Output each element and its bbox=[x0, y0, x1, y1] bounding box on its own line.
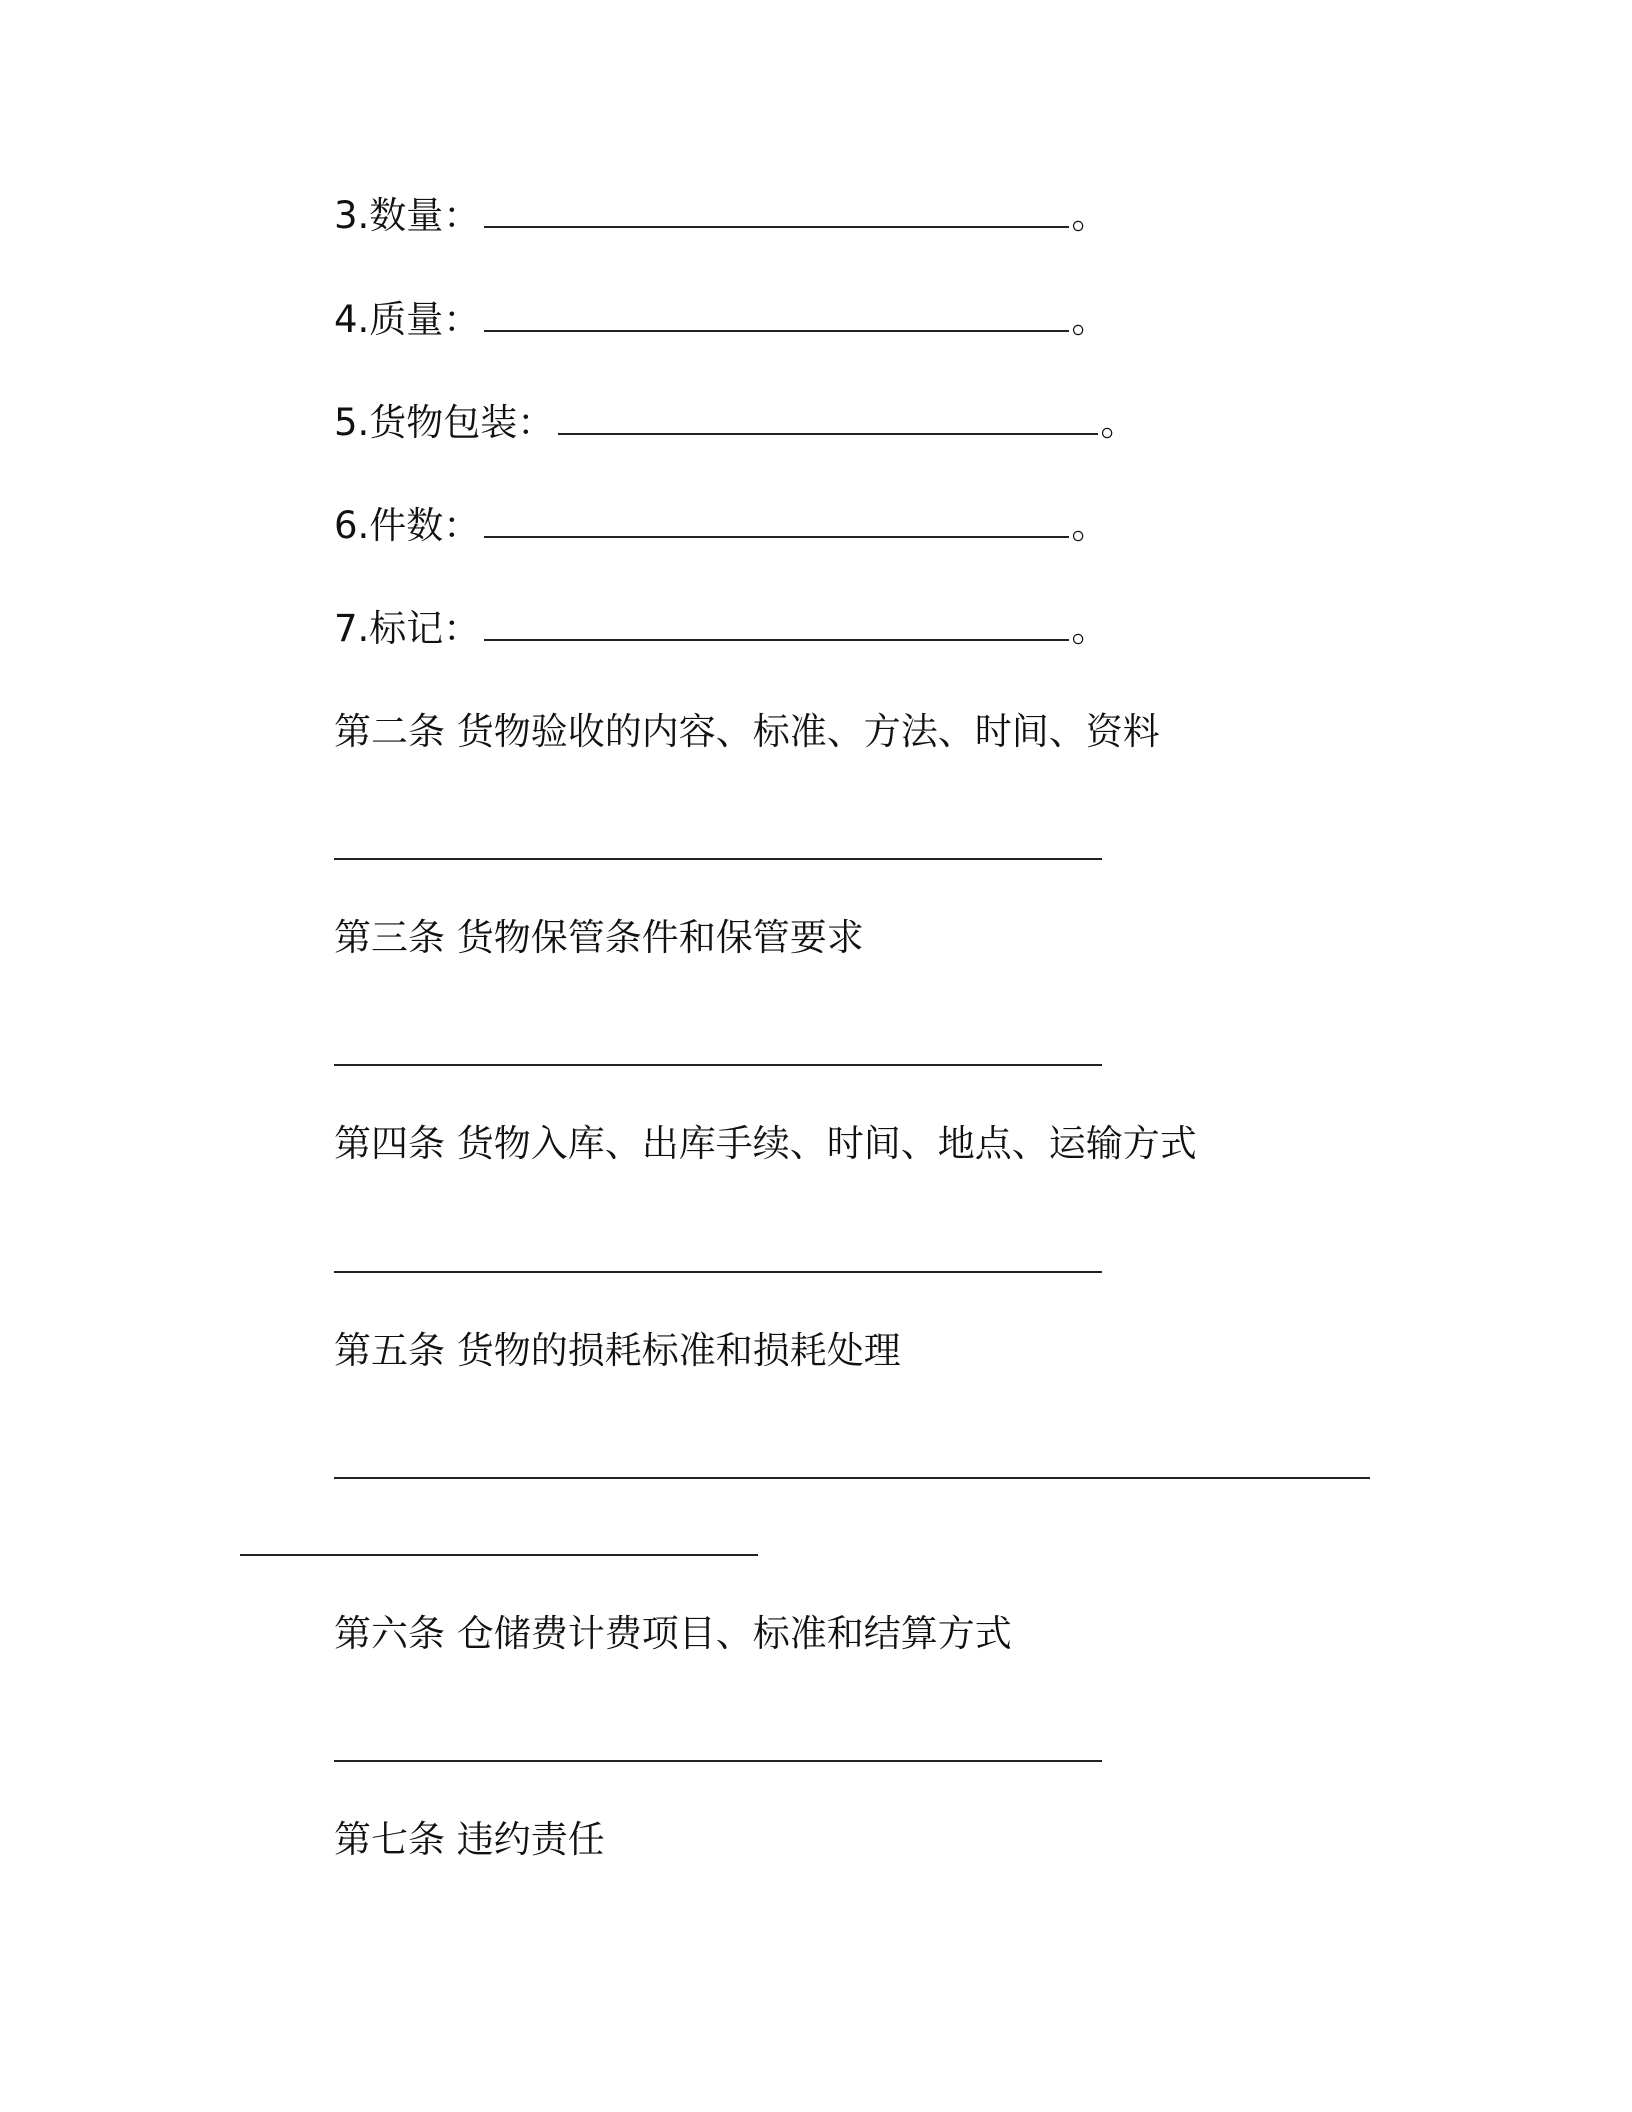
blank-input[interactable] bbox=[484, 609, 1069, 641]
field-label: 5.货物包装： bbox=[334, 401, 555, 444]
article-6-heading: 第六条 仓储费计费项目、标准和结算方式 bbox=[334, 1612, 1012, 1655]
article-2-blank-line[interactable] bbox=[334, 858, 1102, 860]
article-7-heading: 第七条 违约责任 bbox=[334, 1818, 605, 1861]
field-packaging bbox=[334, 399, 1137, 447]
article-3-blank-line[interactable] bbox=[334, 1064, 1102, 1066]
field-label: 7.标记： bbox=[334, 607, 481, 650]
article-5-blank-line-2[interactable] bbox=[240, 1554, 758, 1556]
field-end: 。 bbox=[1071, 194, 1109, 237]
field-label: 6.件数： bbox=[334, 504, 481, 547]
article-3-heading: 第三条 货物保管条件和保管要求 bbox=[334, 916, 864, 959]
blank-input[interactable] bbox=[484, 506, 1069, 538]
field-label: 3.数量： bbox=[334, 194, 481, 237]
field-quality bbox=[334, 296, 1108, 344]
blank-input[interactable] bbox=[558, 403, 1098, 435]
field-end: 。 bbox=[1071, 607, 1109, 650]
field-end: 。 bbox=[1100, 401, 1138, 444]
article-5-heading: 第五条 货物的损耗标准和损耗处理 bbox=[334, 1329, 901, 1372]
field-quantity bbox=[334, 192, 1108, 240]
field-label: 4.质量： bbox=[334, 298, 481, 341]
field-end: 。 bbox=[1071, 298, 1109, 341]
article-5-blank-line-1[interactable] bbox=[334, 1477, 1370, 1479]
field-pieces bbox=[334, 502, 1108, 550]
article-2-heading: 第二条 货物验收的内容、标准、方法、时间、资料 bbox=[334, 710, 1160, 753]
article-4-heading: 第四条 货物入库、出库手续、时间、地点、运输方式 bbox=[334, 1122, 1197, 1165]
blank-input[interactable] bbox=[484, 300, 1069, 332]
field-end: 。 bbox=[1071, 504, 1109, 547]
blank-input[interactable] bbox=[484, 196, 1069, 228]
field-marking bbox=[334, 605, 1108, 653]
article-6-blank-line[interactable] bbox=[334, 1760, 1102, 1762]
article-4-blank-line[interactable] bbox=[334, 1271, 1102, 1273]
